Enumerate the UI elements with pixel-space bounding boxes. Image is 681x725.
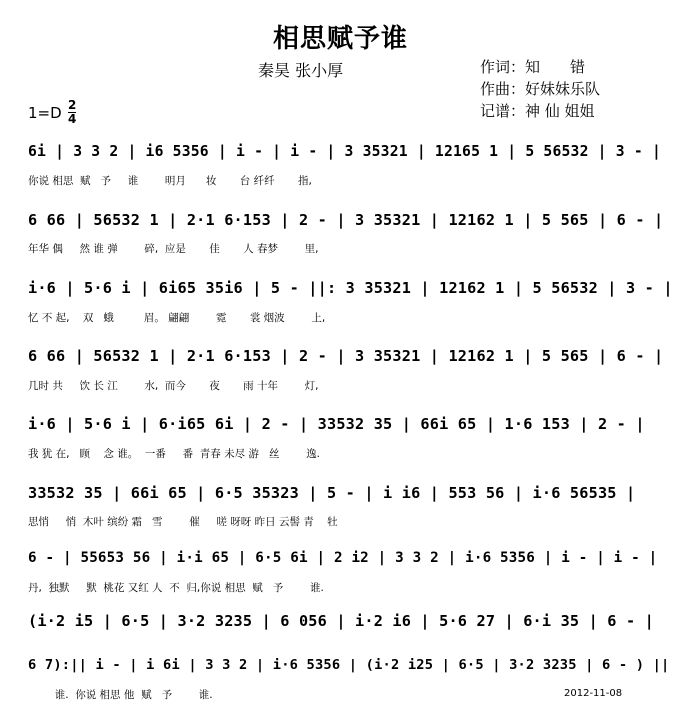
- time-signature-top: 2: [68, 98, 77, 112]
- transcription-date: 2012-11-08: [564, 688, 623, 699]
- score-line-6-notes: 33532 35 | 66i 65 | 6·5 35323 | 5 - | i i6 | 553 56 | i·6 56535 |: [28, 484, 636, 502]
- score-line-3-notes: i·6 | 5·6 i | 6i65 35i6 | 5 - ||: 3 35321 | 12162 1 | 5 56532 | 3 - |: [28, 279, 673, 297]
- score-line-8-notes: (i·2 i5 | 6·5 | 3·2 3235 | 6 056 | i·2 i6 | 5·6 27 | 6·i 35 | 6 - |: [28, 612, 655, 630]
- score-line-9-lyrics: 谁. 你说 相思 他 赋 予 谁.: [28, 689, 213, 701]
- score-line-9-notes: 6 7):|| i - | i 6i | 3 3 2 | i·6 5356 | (i·2 i25 | 6·5 | 3·2 3235 | 6 - ) ||: [28, 657, 670, 673]
- time-signature: [68, 100, 76, 125]
- score-line-6-lyrics: 思悄 悄 木叶 缤纷 霜 雪 催 嗟 呀呀 昨日 云髻 青 牡: [28, 516, 338, 528]
- key-signature: 1=D: [28, 104, 62, 122]
- score-line-7-lyrics: 丹, 独默 默 桃花 又红 人 不 归,你说 相思 赋 予 谁.: [28, 582, 324, 594]
- score-line-5-lyrics: 我 犹 在, 顾 念 谁。 一番 番 青春 未尽 游 丝 逸.: [28, 448, 320, 460]
- notation-credit: 记谱：神 仙 姐姐: [480, 102, 595, 120]
- score-line-3-lyrics: 忆 不 起, 双 蛾 眉。 翩翩 霓 裳 烟波 上,: [28, 312, 326, 324]
- page-title: 相思赋予谁: [272, 24, 408, 54]
- score-line-2-notes: 6 66 | 56532 1 | 2·1 6·153 | 2 - | 3 35321 | 12162 1 | 5 565 | 6 - |: [28, 211, 664, 229]
- composer-credit: 作曲：好妹妹乐队: [480, 80, 601, 98]
- score-line-7-notes: 6 - | 55653 56 | i·i 65 | 6·5 6i | 2 i2 | 3 3 2 | i·6 5356 | i - | i - |: [28, 550, 658, 566]
- credits-block: [480, 56, 600, 122]
- time-signature-bottom: 4: [68, 112, 77, 126]
- score-line-1-notes: 6i | 3 3 2 | i6 5356 | i - | i - | 3 35321 | 12165 1 | 5 56532 | 3 - |: [28, 143, 661, 160]
- score-line-4-lyrics: 几时 共 饮 长 江 水, 而今 夜 雨 十年 灯,: [28, 380, 319, 392]
- score-line-2-lyrics: 年华 偶 然 谁 弹 碎, 应是 佳 人 春梦 里,: [28, 243, 319, 255]
- score-line-4-notes: 6 66 | 56532 1 | 2·1 6·153 | 2 - | 3 35321 | 12162 1 | 5 565 | 6 - |: [28, 347, 664, 365]
- singers: 秦昊 张小厚: [258, 61, 344, 80]
- score-line-1-lyrics: 你说 相思 赋 予 谁 明月 妆 台 纤纤 指,: [28, 175, 312, 187]
- score-line-5-notes: i·6 | 5·6 i | 6·i65 6i | 2 - | 33532 35 | 66i 65 | 1·6 153 | 2 - |: [28, 415, 645, 433]
- lyricist-credit: 作词：知 错: [480, 58, 586, 76]
